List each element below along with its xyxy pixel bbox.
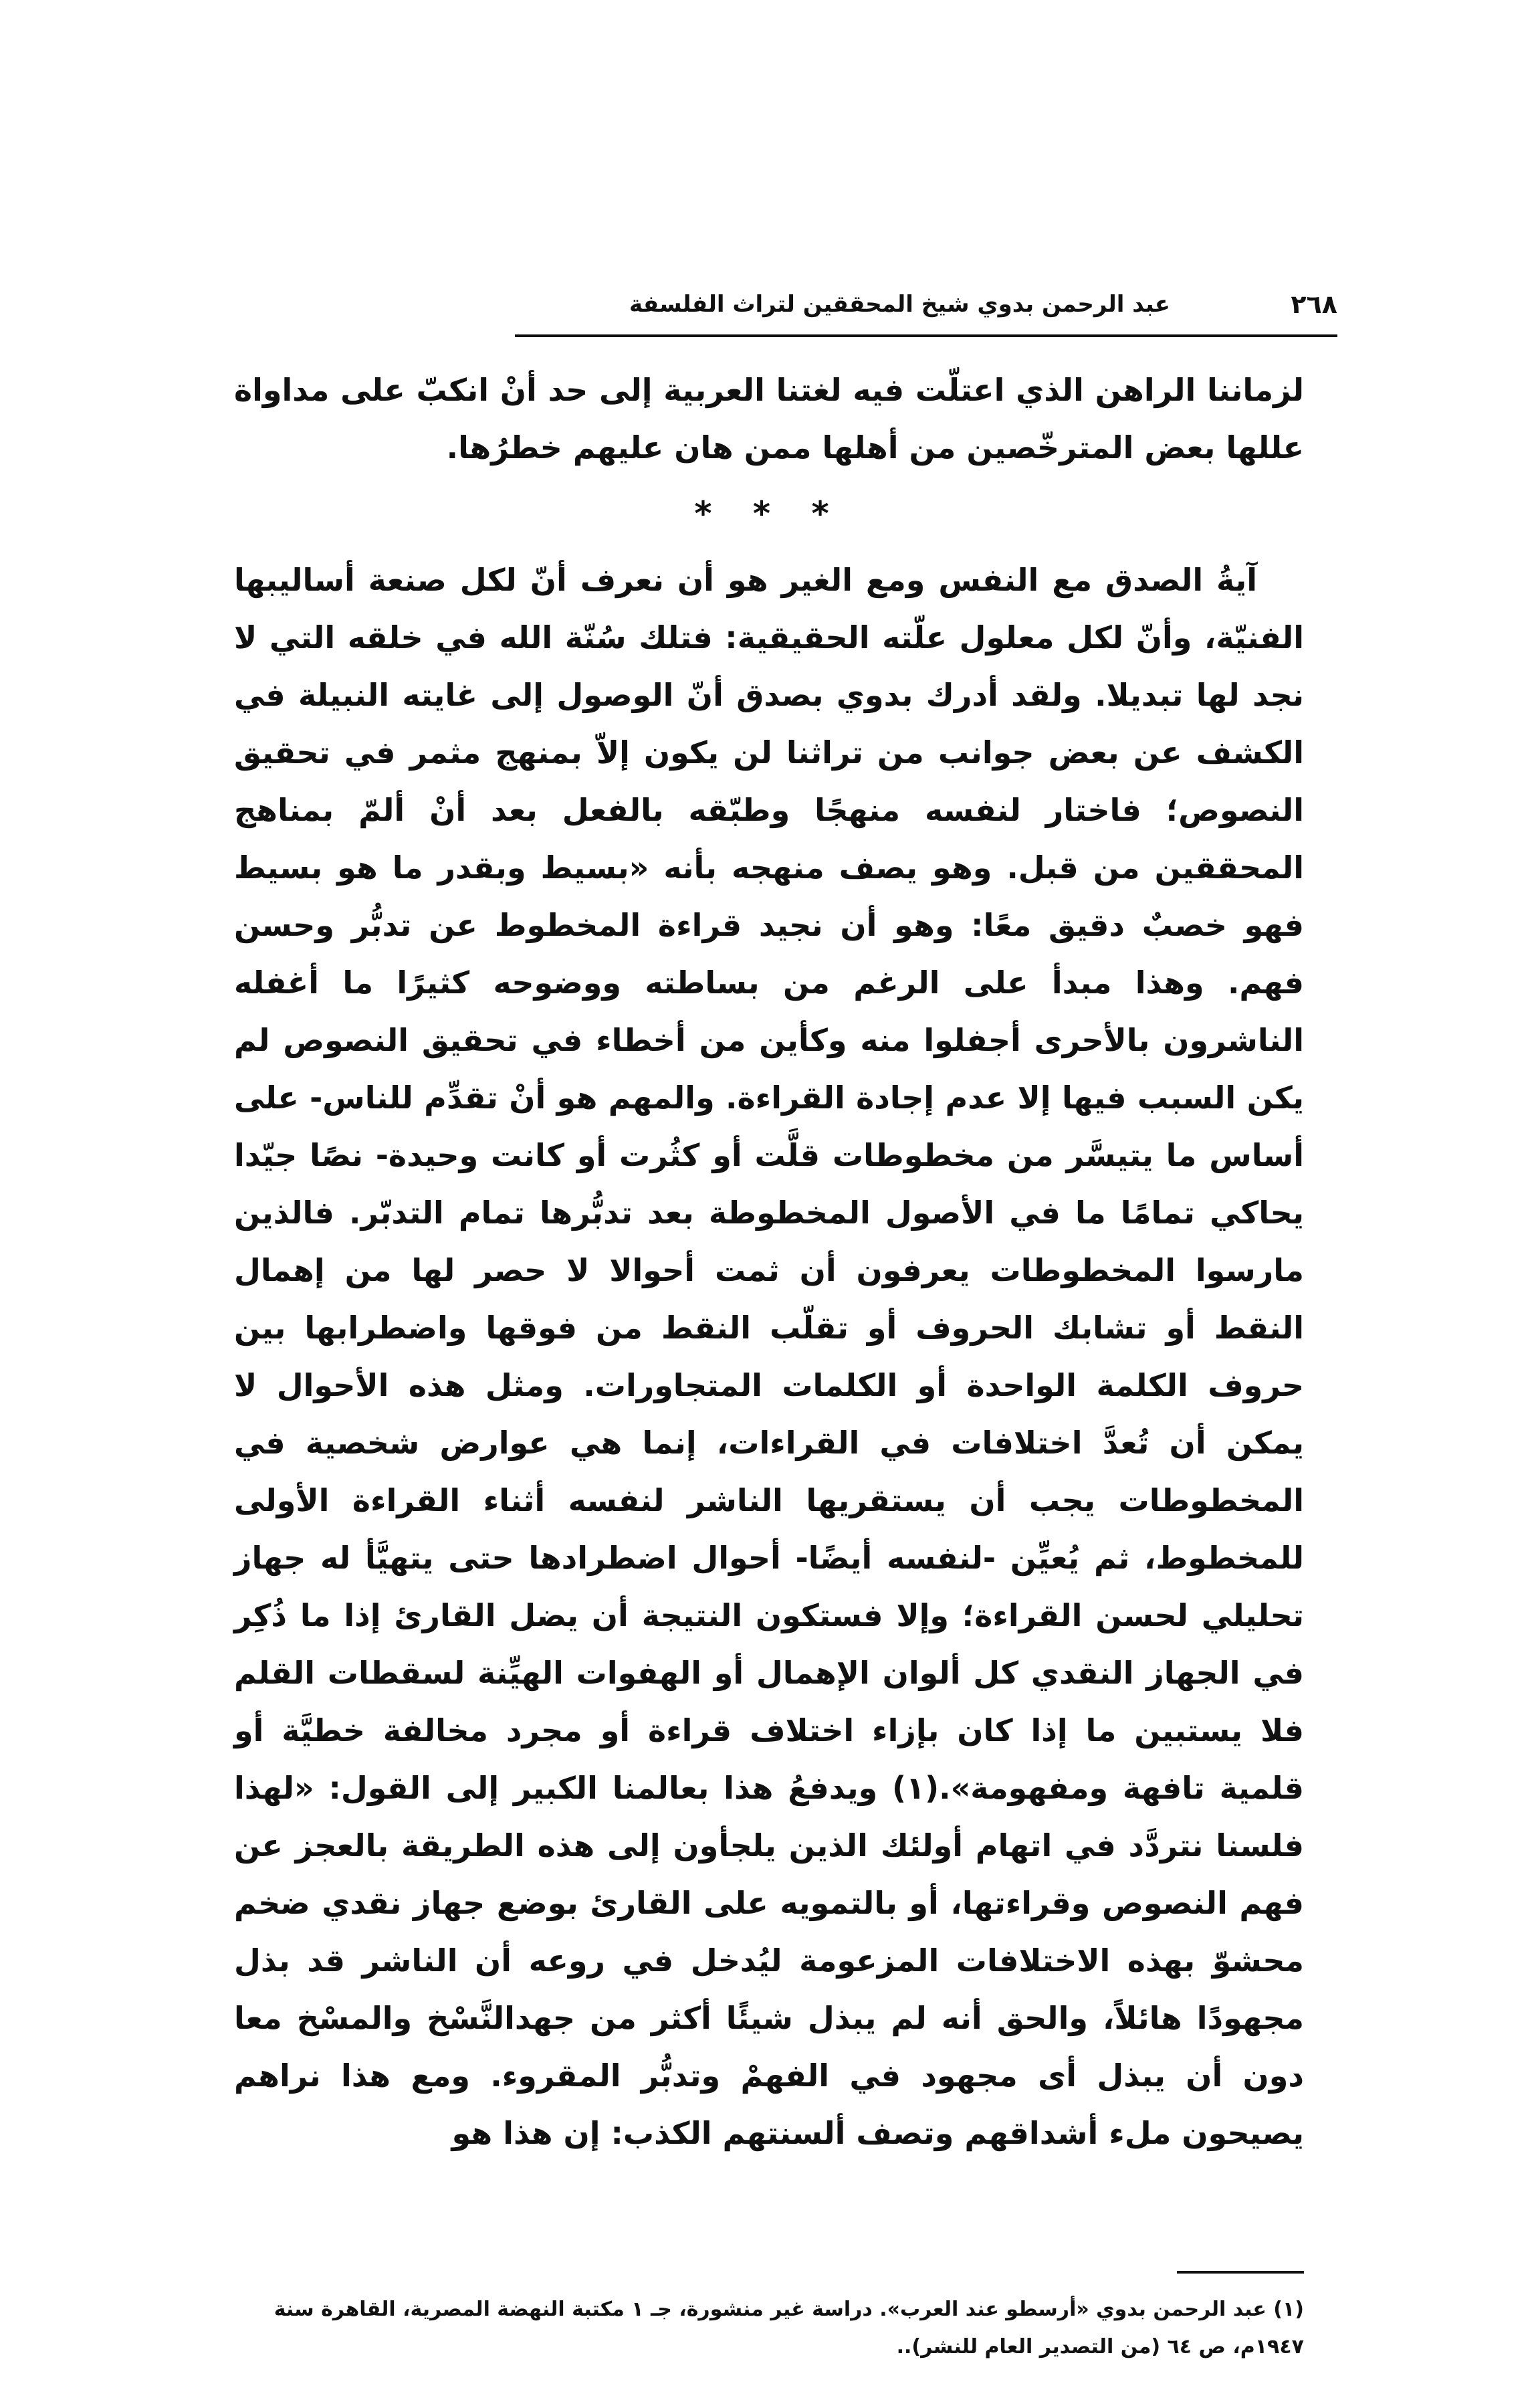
section-separator: * * * [694,494,844,533]
running-header-title: عبد الرحمن بدوي شيخ المحققين لتراث الفلسفة [629,291,1170,318]
running-header [515,284,1337,324]
footnote-rule [1177,2271,1304,2274]
page-number: ٢٦٨ [1291,290,1337,319]
header-rule [515,334,1337,337]
body-text [234,361,1304,2162]
footnotes [234,2291,1304,2366]
paragraph-main: آيةُ الصدق مع النفس ومع الغير هو أن نعرف أنّ لكل صنعة أساليبها الفنيّة، وأنّ لكل معلول علّته الحقيقية: فتلك سُنّة الله في خلقه التي لا نجد لها تبديلا. ولقد أدرك بدوي بصدق أنّ الوصول إلى غايته النبيلة في الكشف عن بعض جوانب من تراثنا لن يكون إلاّ بمنهج مثمر في تحقيق النصوص؛ فاختار لنفسه منهجًا وطبّقه بالفعل بعد أنْ ألمّ بمناهج المحققين من قبل. وهو يصف منهجه بأنه «بسيط وبقدر ما هو بسيط فهو خصبٌ دقيق معًا: وهو أن نجيد قراءة المخطوط عن تدبُّر وحسن فهم. وهذا مبدأ على الرغم من بساطته ووضوحه كثيرًا ما أغفله الناشرون بالأحرى أجفلوا منه وكأين من أخطاء في تحقيق النصوص لم يكن السبب فيها إلا عدم إجادة القراءة. والمهم هو أنْ تقدِّم للناس- على أساس ما يتيسَّر من مخطوطات قلَّت أو كثُرت أو كانت وحيدة- نصًا جيّدا يحاكي تمامًا ما في الأصول المخطوطة بعد تدبُّرها تمام التدبّر. فالذين مارسوا المخطوطات يعرفون أن ثمت أحوالا لا حصر لها من إهمال النقط أو تشابك الحروف أو تقلّب النقط من فوقها واضطرابها بين حروف الكلمة الواحدة أو الكلمات المتجاورات. ومثل هذه الأحوال لا يمكن أن تُعدَّ اختلافات في القراءات، إنما هي عوارض شخصية في المخطوطات يجب أن يستقريها الناشر لنفسه أثناء القراءة الأولى للمخطوط، ثم يُعيِّن -لنفسه أيضًا- أحوال اضطرادها حتى يتهيَّأ له جهاز تحليلي لحسن القراءة؛ وإلا فستكون النتيجة أن يضل القارئ إذا ما ذُكِر في الجهاز النقدي كل ألوان الإهمال أو الهفوات الهيِّنة لسقطات القلم فلا يستبين ما إذا كان بإزاء اختلاف قراءة أو مجرد مخالفة خطيَّة أو قلمية تافهة ومفهومة».(١) ويدفعُ هذا بعالمنا الكبير إلى القول: «لهذا فلسنا نتردَّد في اتهام أولئك الذين يلجأون إلى هذه الطريقة بالعجز عن فهم النصوص وقراءتها، أو بالتمويه على القارئ بوضع جهاز نقدي ضخم محشوّ بهذه الاختلافات المزعومة ليُدخل في روعه أن الناشر قد بذل مجهودًا هائلاً، والحق أنه لم يبذل شيئًا أكثر من جهدالنَّسْخ والمسْخ معا دون أن يبذل أى مجهود في الفهمْ وتدبُّر المقروء. ومع هذا نراهم يصيحون ملء أشداقهم وتصف ألسنتهم الكذب: إن هذا هو [234,562,1304,2151]
paragraph-continuation: لزماننا الراهن الذي اعتلّت فيه لغتنا العربية إلى حد أنْ انكبّ على مداواة عللها بعض المترخّصين من أهلها ممن هان عليهم خطرُها. [234,372,1304,466]
footnote-1: (١) عبد الرحمن بدوي «أرسطو عند العرب». دراسة غير منشورة، جـ ١ مكتبة النهضة المصرية، القاهرة سنة ١٩٤٧م، ص ٦٤ (من التصدير العام للنشر).. [273,2298,1304,2359]
